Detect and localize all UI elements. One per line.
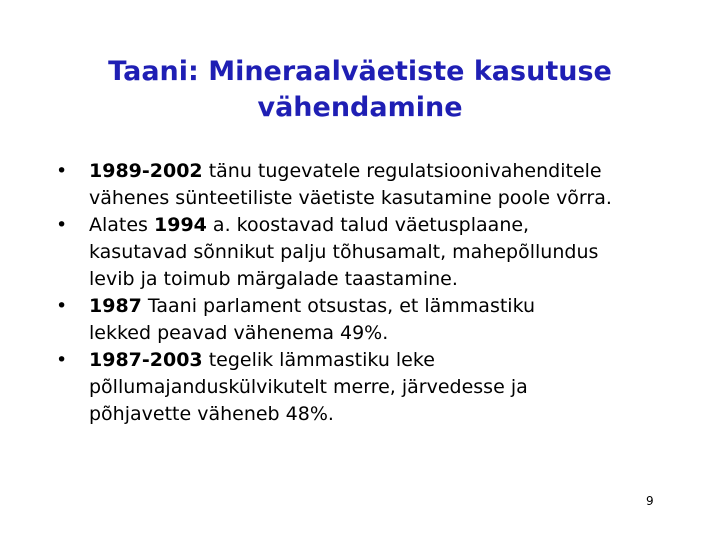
bullet-text: Taani parlament otsustas, et lämmastiku [141,295,536,317]
bullet-line [89,293,676,320]
bullet-line: levib ja toimub märgalade taastamine. [89,268,458,290]
bullet-bold-text: 1989-2002 [89,160,203,182]
bullet-line [89,347,676,374]
bullet-item [56,158,676,212]
bullet-icon: • [56,160,68,182]
bullet-icon: • [56,349,68,371]
bullet-line [89,212,676,239]
bullet-item [56,212,676,293]
bullet-text: tänu tugevatele regulatsioonivahenditele [202,160,602,182]
title-line: vähendamine [257,92,463,123]
bullet-bold-text: 1987-2003 [89,349,203,371]
bullet-list [56,158,676,428]
bullet-bold-text: 1994 [154,214,207,236]
bullet-line [89,158,676,185]
title-line: Taani: Mineraalväetiste kasutuse [108,56,612,87]
slide-title [40,54,680,126]
bullet-line: põhjavette väheneb 48%. [89,403,334,425]
bullet-line: kasutavad sõnnikut palju tõhusamalt, mahepõllundus [89,241,599,263]
bullet-icon: • [56,295,68,317]
bullet-text: a. koostavad talud väetusplaane, [206,214,530,236]
bullet-item [56,347,676,428]
bullet-line: vähenes sünteetiliste väetiste kasutamine poole võrra. [89,187,612,209]
bullet-item [56,293,676,347]
bullet-bold-text: 1987 [89,295,142,317]
bullet-text: tegelik lämmastiku leke [202,349,435,371]
bullet-line: lekked peavad vähenema 49%. [89,322,389,344]
page-number: 9 [646,494,654,508]
bullet-line: põllumajanduskülvikutelt merre, järvedesse ja [89,376,528,398]
bullet-icon: • [56,214,68,236]
bullet-text: Alates [89,214,154,236]
